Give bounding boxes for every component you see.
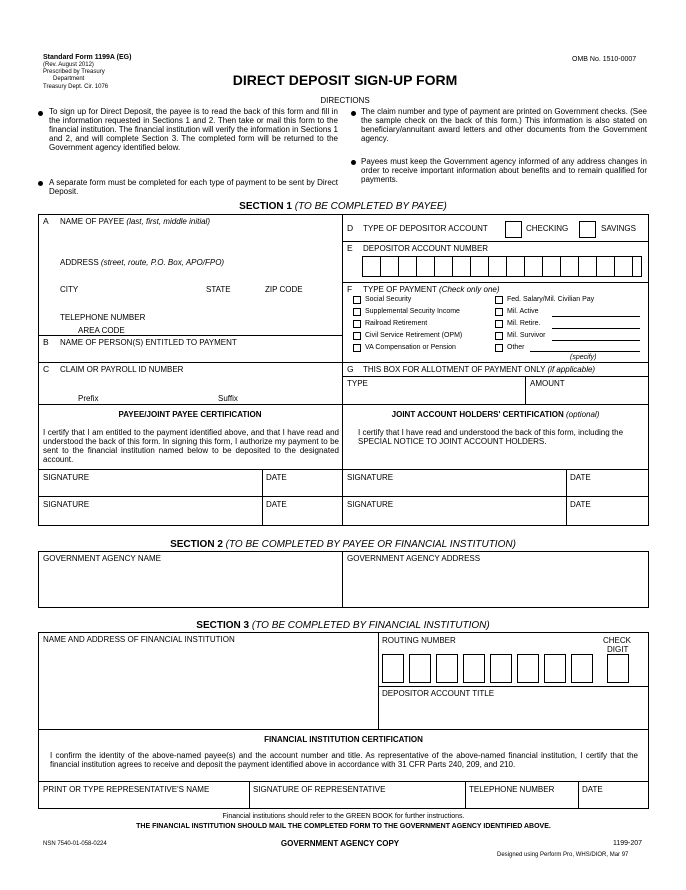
account-digit-box[interactable] <box>380 256 399 277</box>
claim-id-label: CLAIM OR PAYROLL ID NUMBER <box>60 365 184 374</box>
claim-id-input[interactable] <box>60 376 340 390</box>
form-number: Standard Form 1199A (EG) <box>43 54 132 61</box>
zip-label: ZIP CODE <box>265 285 303 294</box>
section2-note: (TO BE COMPLETED BY PAYEE OR FINANCIAL INSTITUTION) <box>225 539 516 550</box>
field-e-letter: E <box>347 243 353 253</box>
mil-survivor-checkbox[interactable] <box>495 332 503 340</box>
account-digit-box[interactable] <box>524 256 543 277</box>
form-revision: (Rev. August 2012) <box>43 62 94 68</box>
joint-signature-label: SIGNATURE <box>347 473 394 482</box>
bullet-icon <box>351 160 356 165</box>
rep-telephone-input[interactable] <box>469 795 574 807</box>
page-title: DIRECT DEPOSIT SIGN-UP FORM <box>232 72 458 88</box>
entitled-person-label: NAME OF PERSON(S) ENTITLED TO PAYMENT <box>60 338 237 347</box>
address-input[interactable] <box>60 269 340 283</box>
check-digit-box[interactable] <box>607 654 629 683</box>
payment-type-label: Social Security <box>365 296 412 303</box>
joint2-signature-label: SIGNATURE <box>347 500 394 509</box>
prefix-label: Prefix <box>78 394 99 403</box>
routing-digit-box[interactable] <box>409 654 431 683</box>
direction-right-2: Payees must keep the Government agency informed of any address changes in order to receive important information about benefits and to remain qualified for payments. <box>361 157 647 184</box>
depositor-title-label: DEPOSITOR ACCOUNT TITLE <box>382 689 495 698</box>
omb-number: OMB No. 1510-0007 <box>572 56 637 63</box>
rep-name-input[interactable] <box>43 795 246 807</box>
allotment-label: THIS BOX FOR ALLOTMENT OF PAYMENT ONLY (if applicable) <box>363 365 596 374</box>
payment-type-label: Supplemental Security Income <box>365 308 460 315</box>
joint-cert-text: I certify that I have read and understood the back of this form, including the SPECIAL NOTICE TO JOINT ACCOUNT HOLDERS. <box>358 428 624 446</box>
treasury-circular: Treasury Dept. Cir. 1076 <box>43 84 109 90</box>
payee2-date-label: DATE <box>266 500 287 509</box>
payee-signature-label: SIGNATURE <box>43 473 90 482</box>
green-book-note: Financial institutions should refer to the GREEN BOOK for further instructions. <box>222 813 465 820</box>
suffix-label: Suffix <box>218 394 238 403</box>
payee-cert-title: PAYEE/JOINT PAYEE CERTIFICATION <box>118 410 262 419</box>
field-a-letter: A <box>43 216 49 226</box>
field-d-letter: D <box>347 223 354 233</box>
city-state-zip-input[interactable] <box>60 295 340 309</box>
mail-notice: THE FINANCIAL INSTITUTION SHOULD MAIL THE COMPLETED FORM TO THE GOVERNMENT AGENCY IDENTIFIED ABOVE. <box>136 823 551 830</box>
mil-retire-checkbox[interactable] <box>495 320 503 328</box>
account-number-label: DEPOSITOR ACCOUNT NUMBER <box>363 244 489 253</box>
section3-title: SECTION 3 <box>196 620 250 631</box>
telephone-input[interactable] <box>160 313 340 333</box>
joint-date-label: DATE <box>570 473 591 482</box>
rep-name-label: PRINT OR TYPE REPRESENTATIVE'S NAME <box>43 785 210 794</box>
routing-digit-box[interactable] <box>544 654 566 683</box>
bullet-icon <box>38 181 43 186</box>
mil-active-checkbox[interactable] <box>495 308 503 316</box>
va-compensation-checkbox[interactable] <box>353 344 361 352</box>
routing-number-label: ROUTING NUMBER <box>382 636 456 645</box>
fed-salary-checkbox[interactable] <box>495 296 503 304</box>
account-number-boxes <box>362 256 642 278</box>
routing-digit-box[interactable] <box>382 654 404 683</box>
field-f-letter: F <box>347 284 353 294</box>
prescribed-by: Prescribed by Treasury <box>43 69 105 75</box>
bullet-icon <box>351 111 356 116</box>
account-digit-box[interactable] <box>470 256 489 277</box>
designed-note: Designed using Perform Pro, WHS/DIOR, Mar 97 <box>497 852 629 858</box>
payee-name-label: NAME OF PAYEE (last, first, middle initial) <box>60 217 210 226</box>
section2-heading <box>0 539 686 551</box>
rep-signature-input[interactable] <box>253 795 461 807</box>
account-digit-box[interactable] <box>434 256 453 277</box>
check-digit-label-2: DIGIT <box>607 645 629 654</box>
social-security-checkbox[interactable] <box>353 296 361 304</box>
copy-label: GOVERNMENT AGENCY COPY <box>280 839 400 848</box>
direction-left-1: To sign up for Direct Deposit, the payee is to read the back of this form and fill in the information requested in Sections 1 and 2. Then take or mail this form to the financial institution. The financial institution will verify the information in Sections 1 and 2, and will complete Section 3. The completed form will be returned to the Government agency identified below. <box>49 107 338 152</box>
state-label: STATE <box>206 285 231 294</box>
joint2-date-label: DATE <box>570 500 591 509</box>
section1-heading <box>0 201 686 213</box>
savings-checkbox[interactable] <box>579 221 596 238</box>
account-digit-box[interactable] <box>542 256 561 277</box>
savings-label: SAVINGS <box>601 224 636 233</box>
payment-type-label: Mil. Survivor <box>507 332 546 339</box>
agency-name-label: GOVERNMENT AGENCY NAME <box>43 554 161 563</box>
account-digit-box[interactable] <box>488 256 507 277</box>
depositor-title-input[interactable] <box>382 700 645 726</box>
other-specify-input[interactable] <box>530 343 640 352</box>
city-label: CITY <box>60 285 79 294</box>
nsn-number: NSN 7540-01-058-0224 <box>43 841 107 847</box>
routing-digit-box[interactable] <box>517 654 539 683</box>
rep-telephone-label: TELEPHONE NUMBER <box>469 785 555 794</box>
rep-signature-label: SIGNATURE OF REPRESENTATIVE <box>253 785 386 794</box>
ssi-checkbox[interactable] <box>353 308 361 316</box>
payee2-signature-input[interactable] <box>43 509 258 524</box>
fi-name-label: NAME AND ADDRESS OF FINANCIAL INSTITUTION <box>43 635 235 644</box>
payee-signature-input[interactable] <box>43 482 258 495</box>
section2-title: SECTION 2 <box>170 539 223 550</box>
joint2-signature-input[interactable] <box>347 509 562 524</box>
payment-type-label: Civil Service Retirement (OPM) <box>365 332 463 339</box>
address-label: ADDRESS (street, route, P.O. Box, APO/FPO) <box>60 258 225 267</box>
account-digit-box[interactable] <box>506 256 525 277</box>
payment-type-label: Mil. Active <box>507 308 539 315</box>
payee2-date-input[interactable] <box>266 509 338 524</box>
allotment-type-label: TYPE <box>347 379 368 388</box>
rep-date-input[interactable] <box>582 795 645 807</box>
telephone-label: TELEPHONE NUMBER <box>60 313 146 322</box>
payment-type-label: TYPE OF PAYMENT (Check only one) <box>363 285 500 294</box>
agency-address-input[interactable] <box>347 565 645 605</box>
payment-type-label: Other <box>507 344 525 351</box>
field-g-letter: G <box>347 364 354 374</box>
account-digit-box[interactable] <box>578 256 597 277</box>
account-digit-box[interactable] <box>596 256 615 277</box>
railroad-retirement-checkbox[interactable] <box>353 320 361 328</box>
account-digit-box[interactable] <box>560 256 579 277</box>
payee-date-input[interactable] <box>266 482 338 495</box>
joint-cert-title: JOINT ACCOUNT HOLDERS' CERTIFICATION (optional) <box>391 410 600 419</box>
routing-digit-box[interactable] <box>490 654 512 683</box>
agency-name-input[interactable] <box>43 565 338 605</box>
field-b-letter: B <box>43 337 49 347</box>
fi-cert-text: I confirm the identity of the above-named payee(s) and the account number and title. As representative of the above-named financial institution, I certify that the financial institution agrees to receive and deposit the payment identified above in accordance with 31 CFR Parts 240, 209, and 210. <box>50 751 638 769</box>
direction-left-2: A separate form must be completed for each type of payment to be sent by Direct Deposit. <box>49 178 338 196</box>
bullet-icon <box>38 111 43 116</box>
field-c-letter: C <box>43 364 50 374</box>
account-type-label: TYPE OF DEPOSITOR ACCOUNT <box>363 224 488 233</box>
account-digit-box[interactable] <box>452 256 471 277</box>
checking-label: CHECKING <box>526 224 569 233</box>
check-digit-label-1: CHECK <box>603 636 632 645</box>
direction-right-1: The claim number and type of payment are printed on Government checks. (See the sample check on the back of this form.) This information is also stated on beneficiary/annuitant award letters and other documents from the Government agency. <box>361 107 647 143</box>
account-digit-box[interactable] <box>362 256 381 277</box>
fi-name-address-input[interactable] <box>43 646 375 726</box>
agency-address-label: GOVERNMENT AGENCY ADDRESS <box>347 554 481 563</box>
allotment-amount-input[interactable] <box>530 389 645 403</box>
specify-label: (specify) <box>570 354 597 361</box>
section1-divider <box>342 214 343 526</box>
payee-date-label: DATE <box>266 473 287 482</box>
joint-date-input[interactable] <box>570 482 645 495</box>
payee-cert-text: I certify that I am entitled to the payment identified above, and that I have read and understood the back of this form. In signing this form, I authorize my payment to be sent to the financial institution named below to be deposited to the designated account. <box>43 428 339 464</box>
joint2-date-input[interactable] <box>570 509 645 524</box>
routing-digit-box[interactable] <box>463 654 485 683</box>
payment-type-label: Fed. Salary/Mil. Civilian Pay <box>507 296 595 303</box>
form-code: 1199-207 <box>613 840 643 847</box>
other-checkbox[interactable] <box>495 344 503 352</box>
section1-title: SECTION 1 <box>239 201 292 212</box>
area-code-label: AREA CODE <box>78 326 125 335</box>
allotment-amount-label: AMOUNT <box>530 379 565 388</box>
payment-type-label: Railroad Retirement <box>365 320 428 327</box>
section1-note: (TO BE COMPLETED BY PAYEE) <box>294 201 447 212</box>
entitled-person-input[interactable] <box>60 349 340 361</box>
section3-heading <box>0 620 686 632</box>
payee-name-input[interactable] <box>60 228 340 253</box>
payment-type-label: Mil. Retire. <box>507 320 541 327</box>
directions-heading: DIRECTIONS <box>320 96 370 105</box>
civil-service-checkbox[interactable] <box>353 332 361 340</box>
prescribed-department: Department <box>53 76 85 82</box>
account-digit-box[interactable] <box>416 256 435 277</box>
checking-checkbox[interactable] <box>505 221 522 238</box>
routing-digit-box[interactable] <box>571 654 593 683</box>
rep-date-label: DATE <box>582 785 603 794</box>
payee2-signature-label: SIGNATURE <box>43 500 90 509</box>
joint-signature-input[interactable] <box>347 482 562 495</box>
account-digit-box[interactable] <box>398 256 417 277</box>
account-digit-box[interactable] <box>632 256 642 277</box>
fi-cert-title: FINANCIAL INSTITUTION CERTIFICATION <box>264 735 423 744</box>
payment-type-label: VA Compensation or Pension <box>365 344 456 351</box>
allotment-type-input[interactable] <box>347 389 522 403</box>
routing-digit-box[interactable] <box>436 654 458 683</box>
account-digit-box[interactable] <box>614 256 633 277</box>
section3-note: (TO BE COMPLETED BY FINANCIAL INSTITUTION) <box>251 620 490 631</box>
